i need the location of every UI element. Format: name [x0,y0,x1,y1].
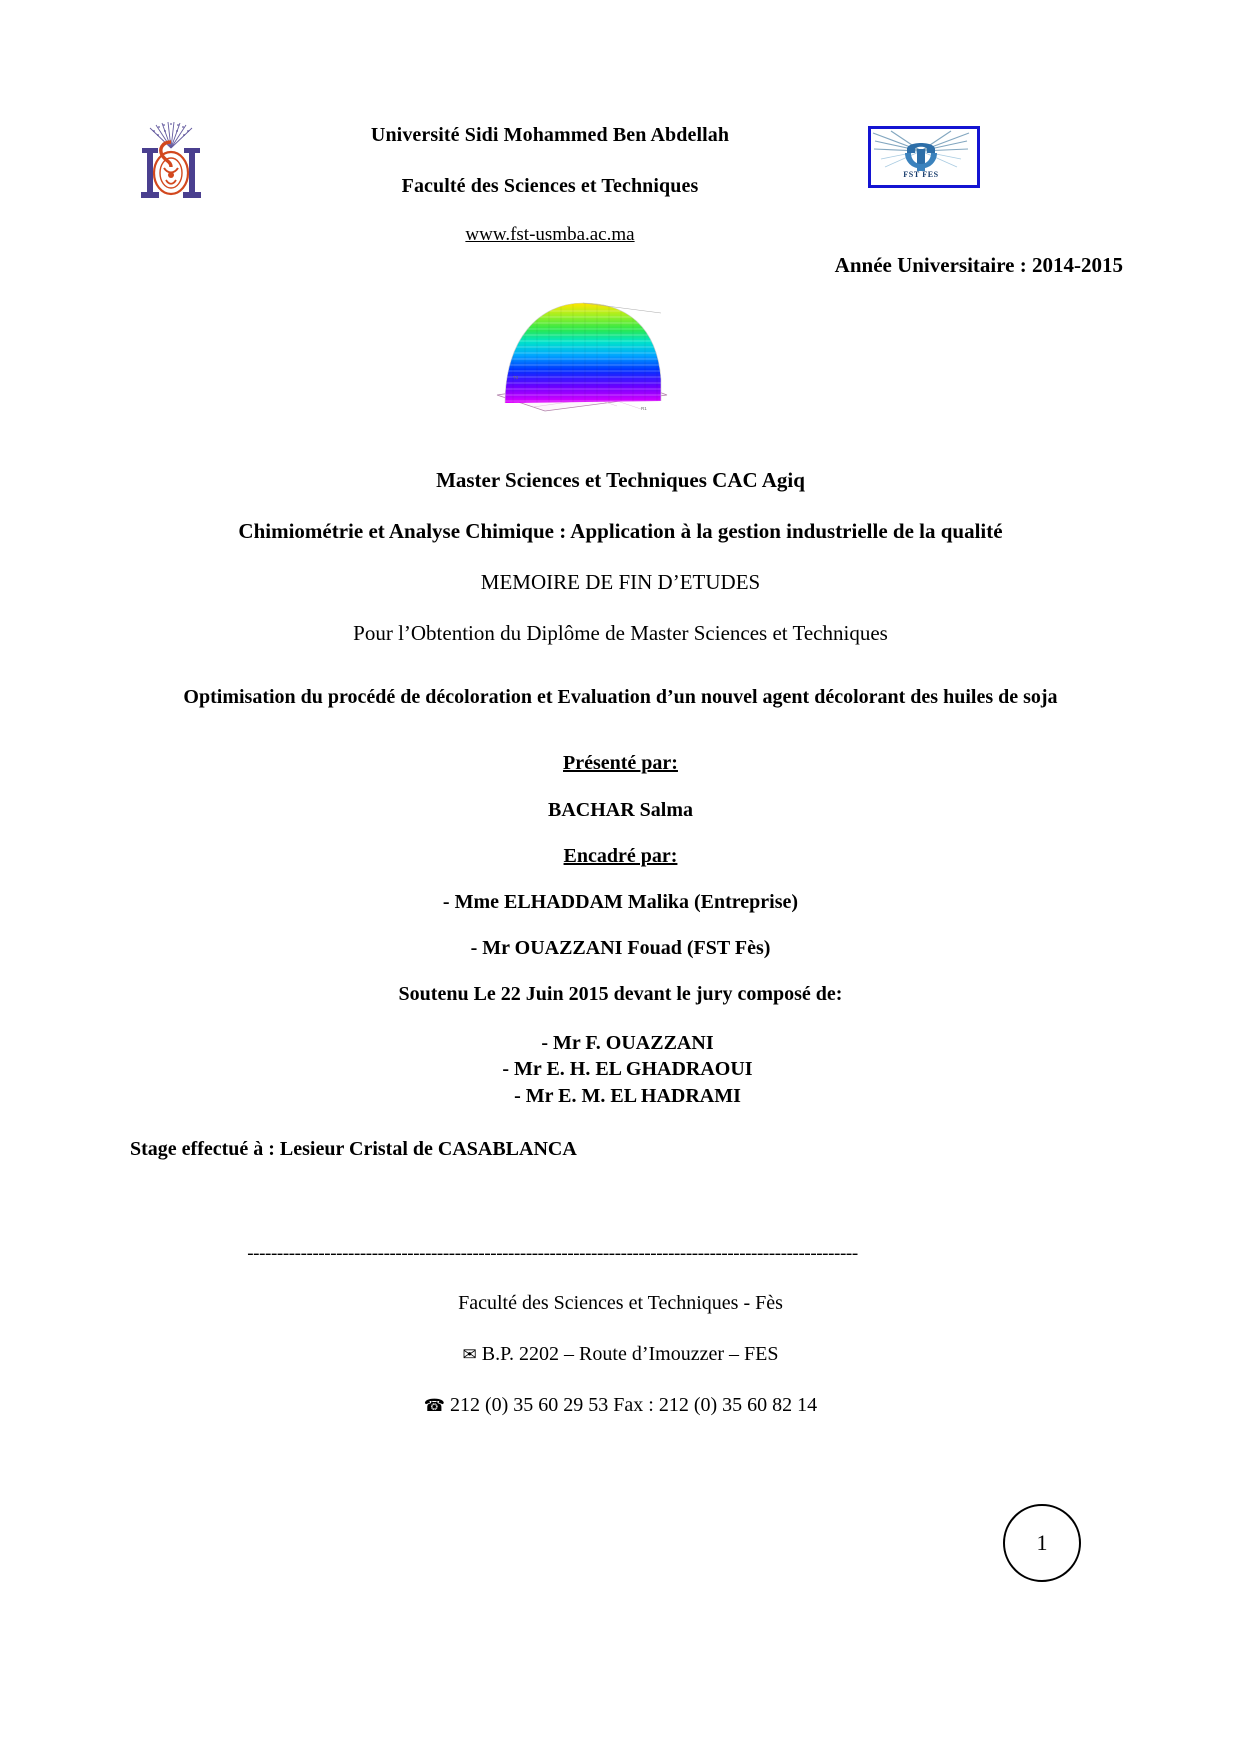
presented-by-label [0,752,1241,775]
defense-date-line: Soutenu Le 22 Juin 2015 devant le jury composé de: [398,983,843,1005]
presentation-block [0,752,1241,1109]
telephone-icon: ☎ [423,1396,445,1415]
jury-member: - Mr E. M. EL HADRAMI [514,1084,741,1107]
jury-list [0,1030,1241,1109]
jury-member: - Mr F. OUAZZANI [541,1032,714,1054]
plot-axis-label-left: T2 [513,375,519,380]
footer-address-text: B.P. 2202 – Route d’Imouzzer – FES [481,1343,779,1365]
3d-response-surface-plot [487,283,677,419]
footer-faculty-line: Faculté des Sciences et Techniques - Fès [458,1292,783,1314]
plot-axis-label-right: R1 [641,406,647,411]
footer-phone-text: 212 (0) 35 60 29 53 Fax : 212 (0) 35 60 82 14 [449,1394,818,1416]
page-number-text: 1 [1036,1530,1048,1555]
footer-address-line [0,1343,1241,1366]
specialty-title: Chimiométrie et Analyse Chimique : Application à la gestion industrielle de la qualité [238,519,1003,543]
program-block [0,468,1241,709]
academic-year: Année Universitaire : 2014-2015 [834,253,1123,277]
master-program-title: Master Sciences et Techniques CAC Agiq [436,468,805,492]
footer-separator: ------------------------------------------------------------------------------------------------------- [247,1243,858,1264]
document-type-label: MEMOIRE DE FIN D’ETUDES [480,570,761,594]
faculty-website-link[interactable]: www.fst-usmba.ac.ma [465,224,635,245]
footer-phone-line [0,1394,1241,1417]
mail-icon: ✉ [462,1345,477,1364]
supervisor-company: - Mme ELHADDAM Malika (Entreprise) [442,891,799,913]
supervisor-academic: - Mr OUAZZANI Fouad (FST Fès) [470,937,771,959]
thesis-title: Optimisation du procédé de décoloration et Evaluation d’un nouvel agent décolorant des huiles de soja [183,686,1058,708]
header-text-block [250,124,850,246]
supervised-by-label [0,845,1241,868]
fst-fes-logo-text: FST FES [903,170,939,179]
jury-member: - Mr E. H. EL GHADRAOUI [502,1058,753,1081]
university-name: Université Sidi Mohammed Ben Abdellah [370,124,730,146]
supervised-by-text: Encadré par: [563,845,678,867]
page-footer [0,1292,1241,1417]
usmba-university-crest-logo [128,118,214,202]
diploma-purpose-line: Pour l’Obtention du Diplôme de Master Sciences et Techniques [353,621,888,645]
presented-by-text: Présenté par: [563,752,678,774]
page-header [0,118,1241,248]
page-number-badge [1003,1504,1081,1582]
student-name: BACHAR Salma [547,799,693,821]
internship-location: Stage effectué à : Lesieur Cristal de CASABLANCA [130,1138,577,1160]
fst-fes-logo [868,126,980,188]
faculty-name: Faculté des Sciences et Techniques [401,175,699,197]
